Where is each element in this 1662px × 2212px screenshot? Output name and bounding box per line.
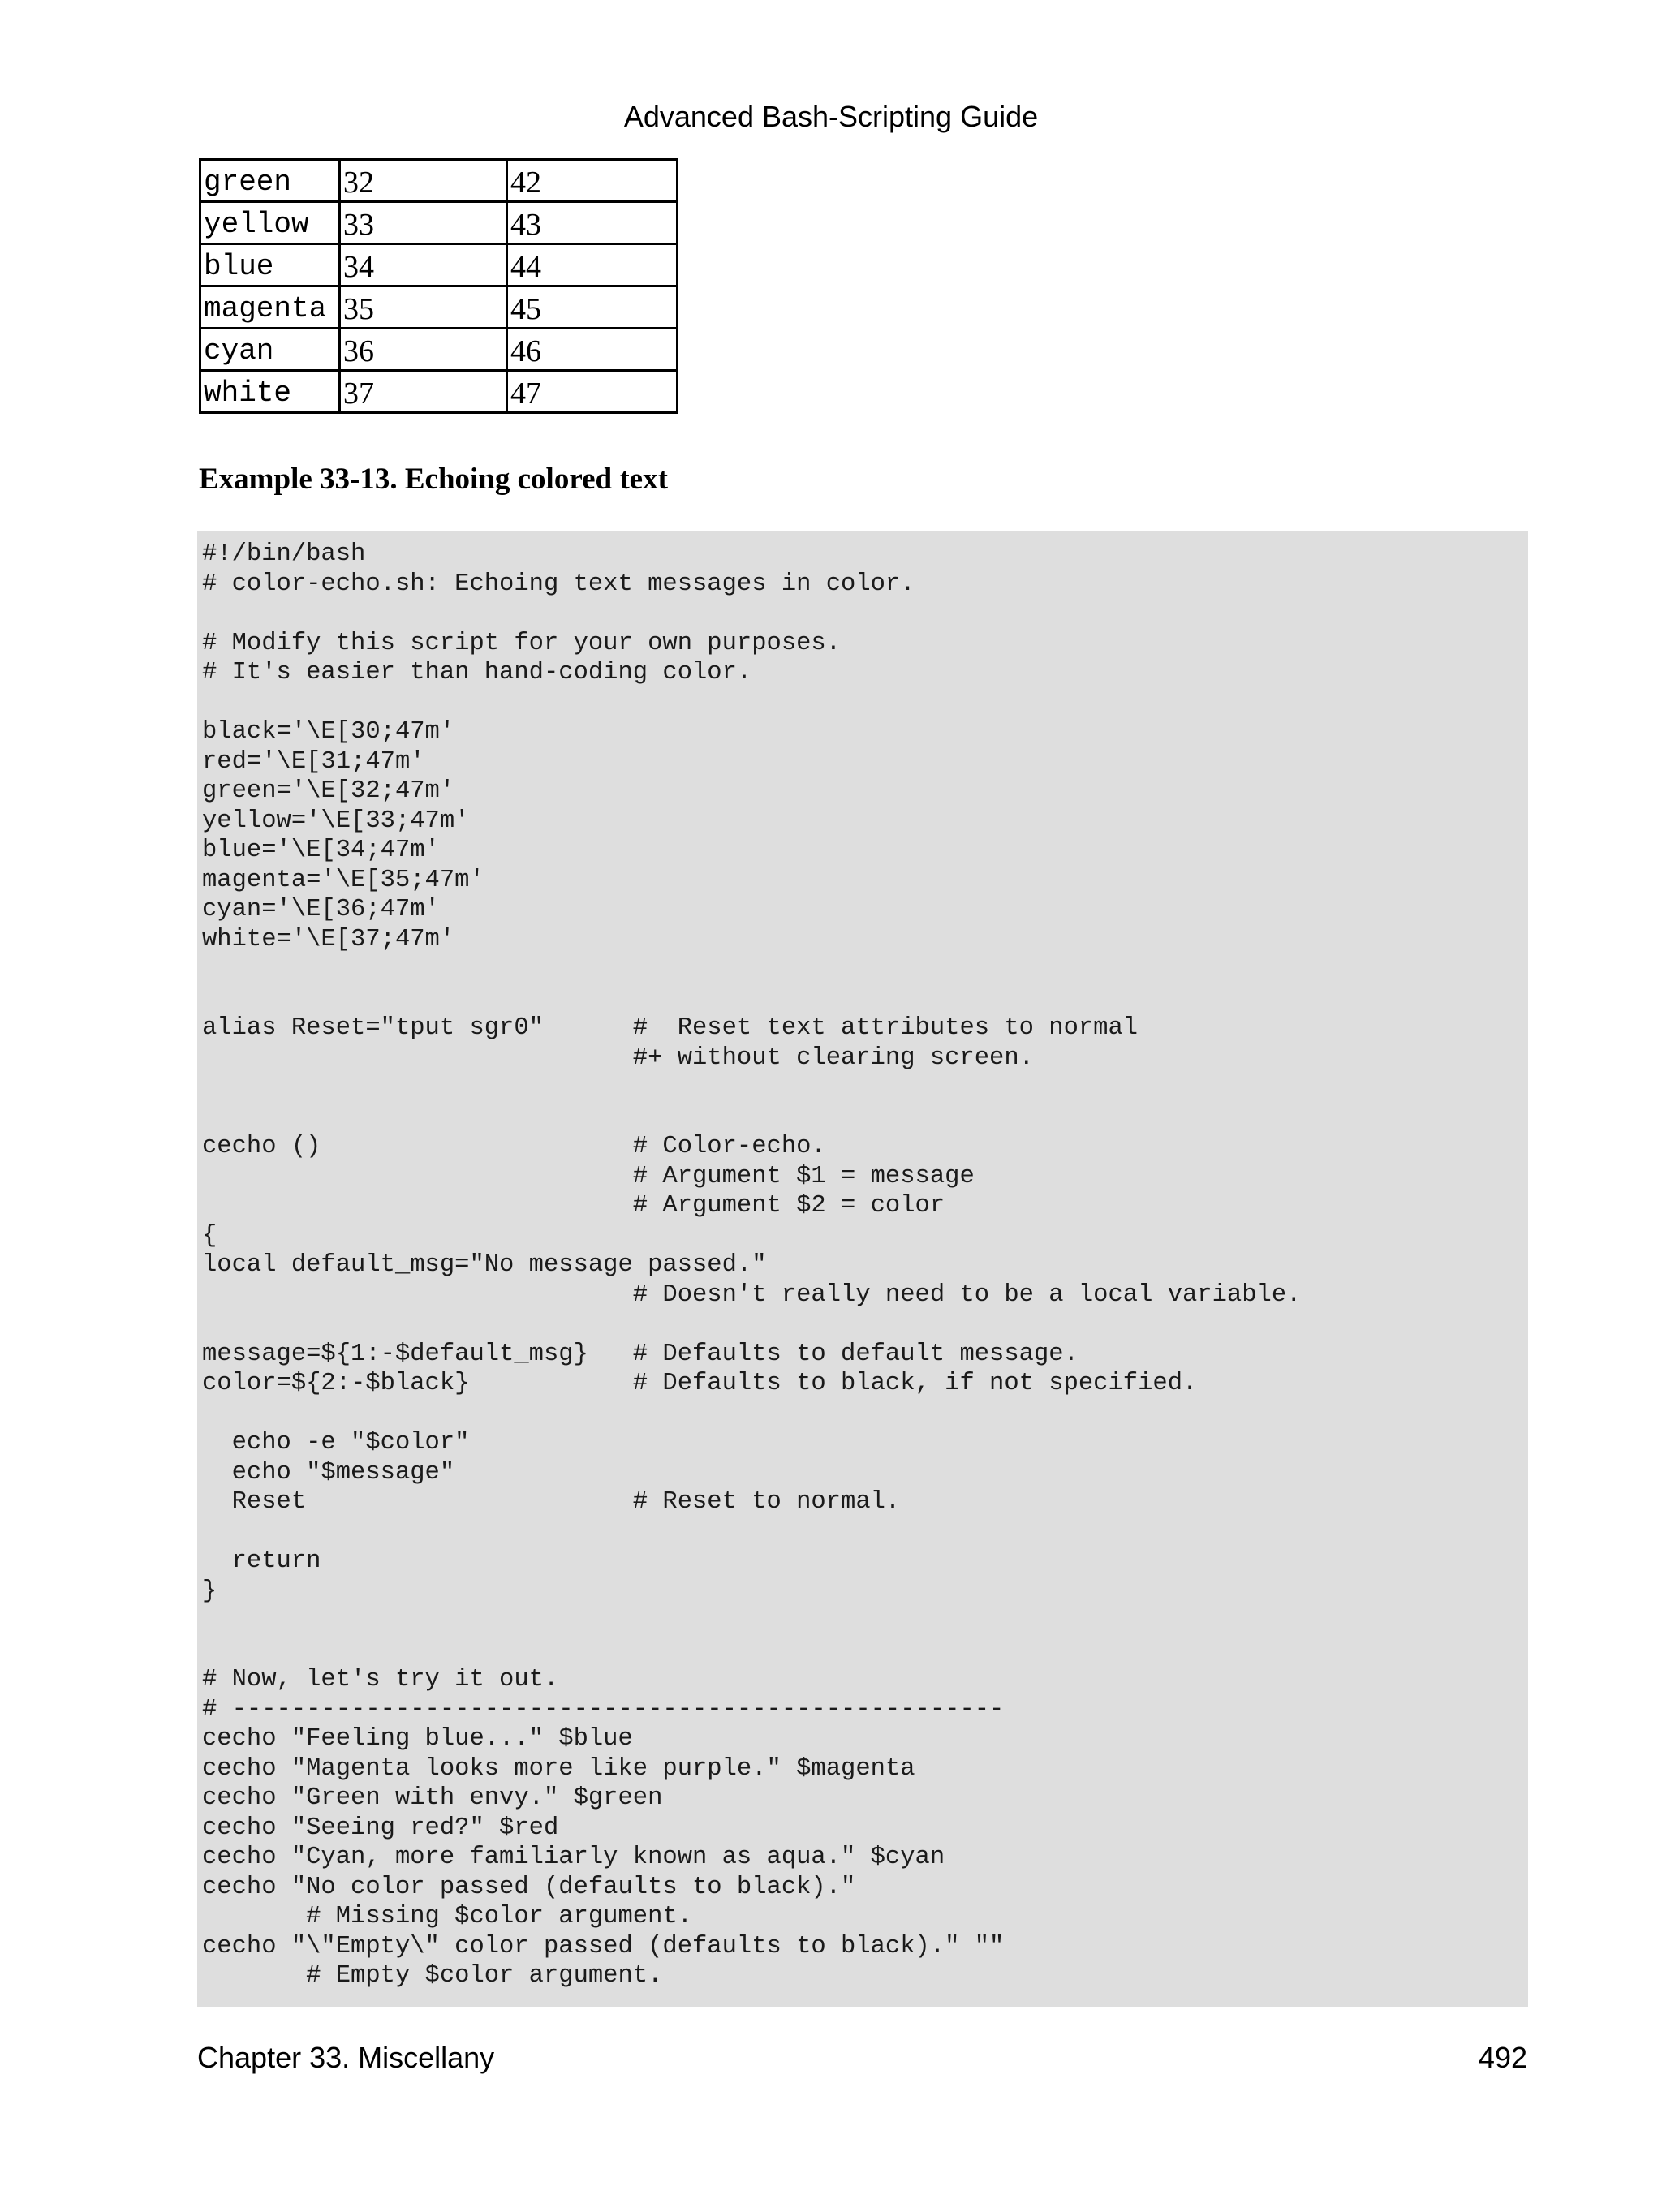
table-row [200, 160, 678, 202]
example-title: Example 33-13. Echoing colored text [199, 463, 668, 496]
page-header: Advanced Bash-Scripting Guide [623, 100, 1039, 133]
foreground-code-cell: 37 [340, 371, 507, 413]
foreground-code-cell: 35 [340, 286, 507, 329]
table-row [200, 371, 678, 413]
footer-page-number: 492 [1478, 2041, 1527, 2074]
foreground-code-cell: 33 [340, 202, 507, 244]
table-row [200, 329, 678, 371]
color-name-cell: cyan [200, 329, 340, 371]
table-row [200, 244, 678, 286]
background-code-cell: 42 [507, 160, 678, 202]
background-code-cell: 43 [507, 202, 678, 244]
foreground-code-cell: 36 [340, 329, 507, 371]
color-name-cell: blue [200, 244, 340, 286]
background-code-cell: 45 [507, 286, 678, 329]
table-row [200, 286, 678, 329]
background-code-cell: 44 [507, 244, 678, 286]
footer-chapter-title: Chapter 33. Miscellany [197, 2041, 495, 2074]
color-name-cell: yellow [200, 202, 340, 244]
background-code-cell: 46 [507, 329, 678, 371]
background-code-cell: 47 [507, 371, 678, 413]
color-name-cell: magenta [200, 286, 340, 329]
foreground-code-cell: 34 [340, 244, 507, 286]
code-listing [197, 531, 1528, 2007]
color-code-table [199, 158, 678, 414]
color-name-cell: white [200, 371, 340, 413]
foreground-code-cell: 32 [340, 160, 507, 202]
color-name-cell: green [200, 160, 340, 202]
code-text: #!/bin/bash # color-echo.sh: Echoing text messages in color. # Modify this script for your own purposes. # It's easier than hand-coding color. black='\E[30;47m' red='\E[31;47m' green='\E[32;47m' yellow='\E[33;47m' blue='\E[34;47m' magenta='\E[35;47m' cyan='\E[36;47m' white='\E[37;47m' alias Reset="tput sgr0" # Reset text attributes to normal #+ without clearing screen. cecho () # Color-echo. # Argument $1 = message # Argument $2 = color { local default_msg="No message passed." # Doesn't really need to be a local variable. message=${1:-$default_msg} # Defaults to default message. color=${2:-$black} # Defaults to black, if not specified. echo -e "$color" echo "$message" Reset # Reset to normal. return } # Now, let's try it out. # ---------------------------------------------------- cecho "Feeling blue..." $blue cecho "Magenta looks more like purple." $magenta cecho "Green with envy." $green cecho "Seeing red?" $red cecho "Cyan, more familiarly known as aqua." $cyan cecho "No color passed (defaults to black)." # Missing $color argument. cecho "\"Empty\" color passed (defaults to black)." "" # Empty $color argument. [202, 540, 1302, 1990]
table-row [200, 202, 678, 244]
